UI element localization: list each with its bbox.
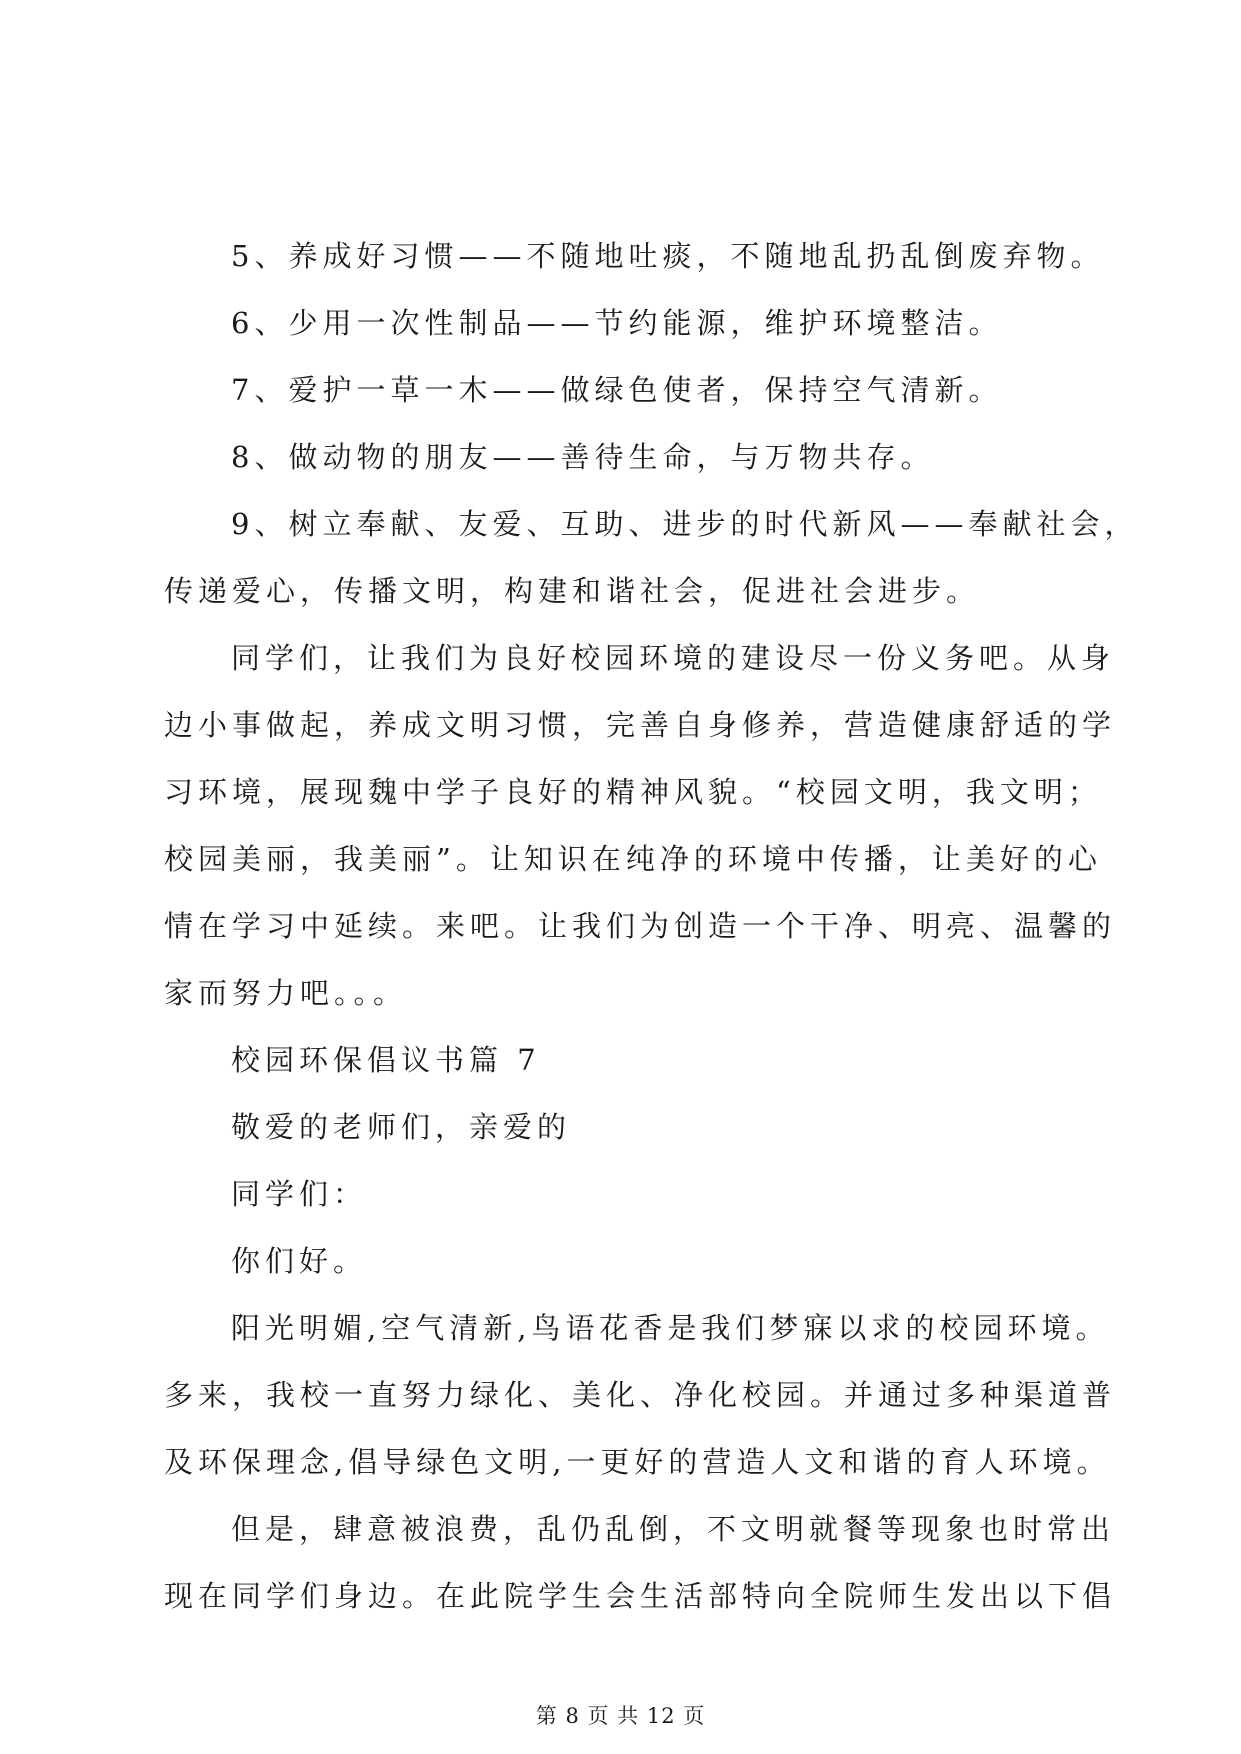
- list-item-9: 9、树立奉献、友爱、互助、进步的时代新风——奉献社会，: [231, 507, 1139, 541]
- salutation-line: 同学们：: [231, 1177, 368, 1211]
- greeting-line: 你们好。: [231, 1244, 368, 1278]
- paragraph-line: 边小事做起，养成文明习惯，完善自身修养，营造健康舒适的学: [164, 708, 1117, 742]
- list-item-9-continued: 传递爱心，传播文明，构建和谐社会，促进社会进步。: [164, 574, 981, 608]
- paragraph-line: 及环保理念,倡导绿色文明,一更好的营造人文和谐的育人环境。: [164, 1445, 1111, 1479]
- paragraph-line: 家而努力吧。。。: [164, 976, 408, 1010]
- list-item-7: 7、爱护一草一木——做绿色使者，保持空气清新。: [231, 373, 1003, 407]
- list-item-6: 6、少用一次性制品——节约能源，维护环境整洁。: [231, 306, 1003, 340]
- list-item-5: 5、养成好习惯——不随地吐痰，不随地乱扔乱倒废弃物。: [231, 239, 1105, 273]
- salutation-line: 敬爱的老师们，亲爱的: [231, 1110, 572, 1144]
- paragraph-line: 但是，肆意被浪费，乱仍乱倒，不文明就餐等现象也时常出: [231, 1512, 1116, 1546]
- page-number-footer: 第 8 页 共 12 页: [535, 1704, 706, 1728]
- section-heading: 校园环保倡议书篇 7: [231, 1043, 541, 1077]
- paragraph-line: 校园美丽，我美丽”。让知识在纯净的环境中传播，让美好的心: [164, 842, 1102, 876]
- list-item-8: 8、做动物的朋友——善待生命，与万物共存。: [231, 440, 935, 474]
- paragraph-line: 同学们，让我们为良好校园环境的建设尽一份义务吧。从身: [231, 641, 1116, 675]
- paragraph-line: 多来，我校一直努力绿化、美化、净化校园。并通过多种渠道普: [164, 1378, 1117, 1412]
- paragraph-line: 现在同学们身边。在此院学生会生活部特向全院师生发出以下倡: [164, 1579, 1117, 1613]
- paragraph-line: 情在学习中延续。来吧。让我们为创造一个干净、明亮、温馨的: [164, 909, 1117, 943]
- paragraph-line: 阳光明媚,空气清新,鸟语花香是我们梦寐以求的校园环境。: [231, 1311, 1110, 1345]
- paragraph-line: 习环境，展现魏中学子良好的精神风貌。“校园文明，我文明；: [164, 775, 1102, 809]
